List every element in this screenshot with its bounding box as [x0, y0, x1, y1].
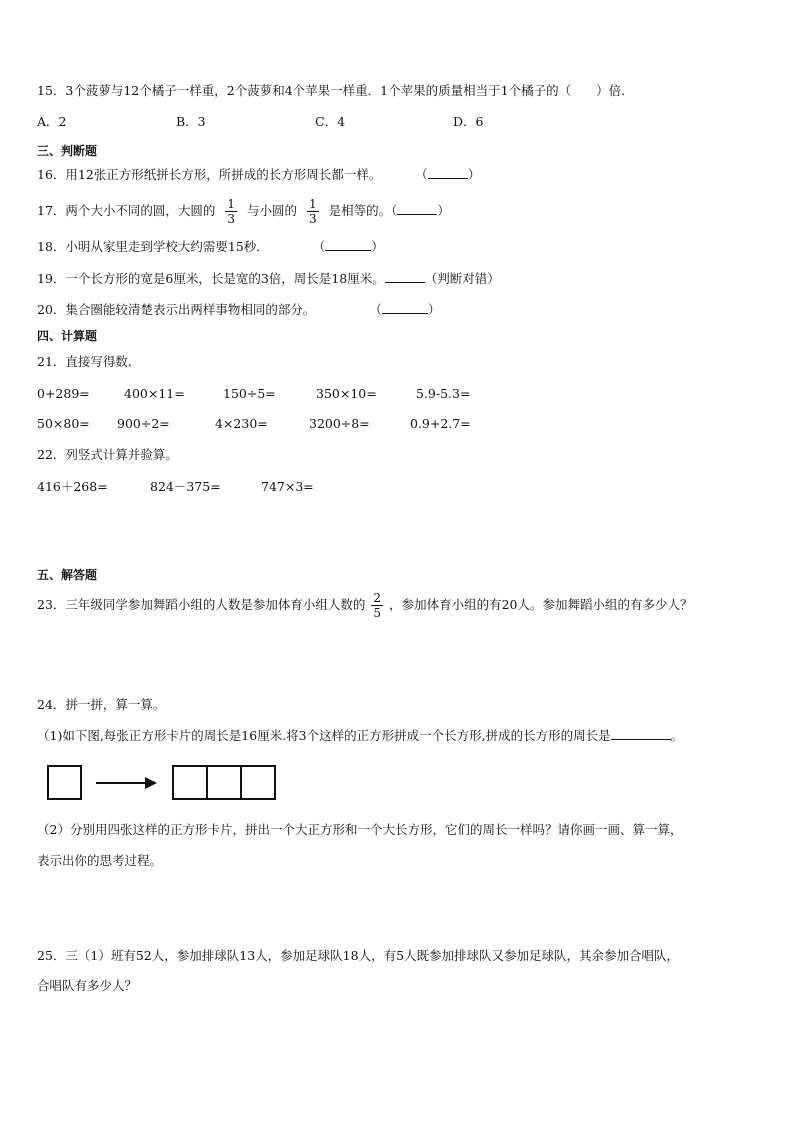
question-16	[37, 166, 480, 184]
q23-fraction-numerator: 2	[373, 591, 382, 605]
question-24-part2-line2: 表示出你的思考过程。	[37, 853, 163, 868]
question-24-part1-text: （1)如下图,每张正方形卡片的周长是16厘米.将3个这样的正方形拼成一个长方形,拼成的长方形的周长是	[37, 728, 611, 743]
q16-paren-close: ）	[467, 167, 481, 182]
question-20	[37, 301, 440, 319]
question-17-suffix: 是相等的。（	[328, 203, 398, 218]
question-18-text: 18．小明从家里走到学校大约需要15秒．	[37, 239, 269, 254]
question-19-tail: （判断对错）	[424, 271, 500, 286]
question-19	[37, 270, 500, 288]
question-25-line1: 25．三（1）班有52人，参加排球队13人，参加足球队18人，有5人既参加排球队又参加足球队，其余参加合唱队，	[37, 948, 680, 963]
q17-answer-blank	[397, 202, 437, 215]
question-17-prefix: 17．两个大小不同的圆，大圆的	[37, 203, 216, 218]
q18-paren-close: ）	[371, 239, 384, 254]
q19-answer-blank	[385, 270, 425, 283]
question-24-title: 24．拼一拼，算一算。	[37, 697, 166, 712]
combined-square-2	[206, 765, 242, 800]
q22-item: 824－375=	[150, 479, 221, 494]
q18-paren-open: （	[312, 239, 326, 254]
q15-option-b: B．3	[176, 114, 206, 129]
q23-fraction	[371, 591, 383, 620]
question-18	[37, 238, 384, 256]
q22-item: 416＋268=	[37, 479, 108, 494]
question-17	[37, 194, 450, 228]
section-heading-calculation: 四、计算题	[37, 329, 98, 343]
question-22-title: 22．列竖式计算并验算。	[37, 447, 178, 462]
question-16-text: 16．用12张正方形纸拼长方形，所拼成的长方形周长都一样。	[37, 167, 382, 182]
q21-item: 400×11=	[124, 386, 185, 401]
q21-item: 150÷5=	[223, 386, 276, 401]
question-15-text: 15．3个菠萝与12个橘子一样重，2个菠萝和4个苹果一样重．1个苹果的质量相当于1个橘子的（ ）倍．	[37, 83, 634, 98]
q16-answer-blank	[428, 166, 468, 179]
q21-item: 4×230=	[215, 416, 268, 431]
question-23	[37, 588, 692, 622]
section-heading-word-problems: 五、解答题	[37, 568, 98, 582]
q17-fraction-2	[307, 197, 319, 226]
single-square-figure	[47, 765, 82, 800]
q17-fraction-1-numerator: 1	[227, 197, 236, 211]
question-24-part1	[37, 727, 683, 745]
q21-item: 5.9-5.3=	[416, 386, 471, 401]
arrow-head-icon	[145, 777, 157, 789]
q20-paren-open: （	[369, 302, 382, 317]
q17-fraction-2-numerator: 1	[309, 197, 317, 211]
q17-fraction-1	[225, 197, 237, 226]
q15-option-a: A．2	[37, 114, 67, 129]
question-23-prefix: 23．三年级同学参加舞蹈小组的人数是参加体育小组人数的	[37, 597, 366, 612]
q21-item: 0.9+2.7=	[410, 416, 471, 431]
question-17-middle: 与小圆的	[247, 203, 298, 218]
q21-item: 50×80=	[37, 416, 90, 431]
q20-answer-blank	[382, 301, 428, 314]
question-21-title: 21．直接写得数．	[37, 354, 141, 369]
question-24-part1-end: 。	[670, 728, 684, 743]
q15-option-d: D．6	[453, 114, 484, 129]
arrow-shaft	[96, 782, 146, 784]
combined-square-1	[172, 765, 208, 800]
question-24-part2-line1: （2）分别用四张这样的正方形卡片，拼出一个大正方形和一个大长方形，它们的周长一样吗？请你画一画、算一算，	[37, 822, 683, 837]
q17-paren-close: ）	[437, 203, 450, 218]
section-heading-judgement: 三、判断题	[37, 144, 98, 158]
q21-item: 3200÷8=	[309, 416, 370, 431]
q24-answer-blank	[611, 727, 671, 740]
q21-item: 350×10=	[316, 386, 377, 401]
q15-option-c: C．4	[315, 114, 346, 129]
q17-fraction-2-denominator: 3	[309, 212, 317, 226]
q17-fraction-1-denominator: 3	[227, 212, 236, 226]
question-25-line2: 合唱队有多少人？	[37, 978, 138, 993]
q21-item: 0+289=	[37, 386, 90, 401]
q16-paren-open: （	[415, 167, 428, 182]
q21-item: 900÷2=	[117, 416, 170, 431]
q23-fraction-denominator: 5	[373, 606, 382, 620]
question-23-suffix: ，参加体育小组的有20人。参加舞蹈小组的有多少人？	[389, 597, 693, 612]
q18-answer-blank	[325, 238, 371, 251]
question-20-text: 20．集合圈能较清楚表示出两样事物相同的部分。	[37, 302, 316, 317]
question-19-text: 19．一个长方形的宽是6厘米，长是宽的3倍，周长是18厘米。	[37, 271, 385, 286]
q20-paren-close: ）	[427, 302, 441, 317]
q22-item: 747×3=	[261, 479, 314, 494]
combined-square-3	[240, 765, 276, 800]
